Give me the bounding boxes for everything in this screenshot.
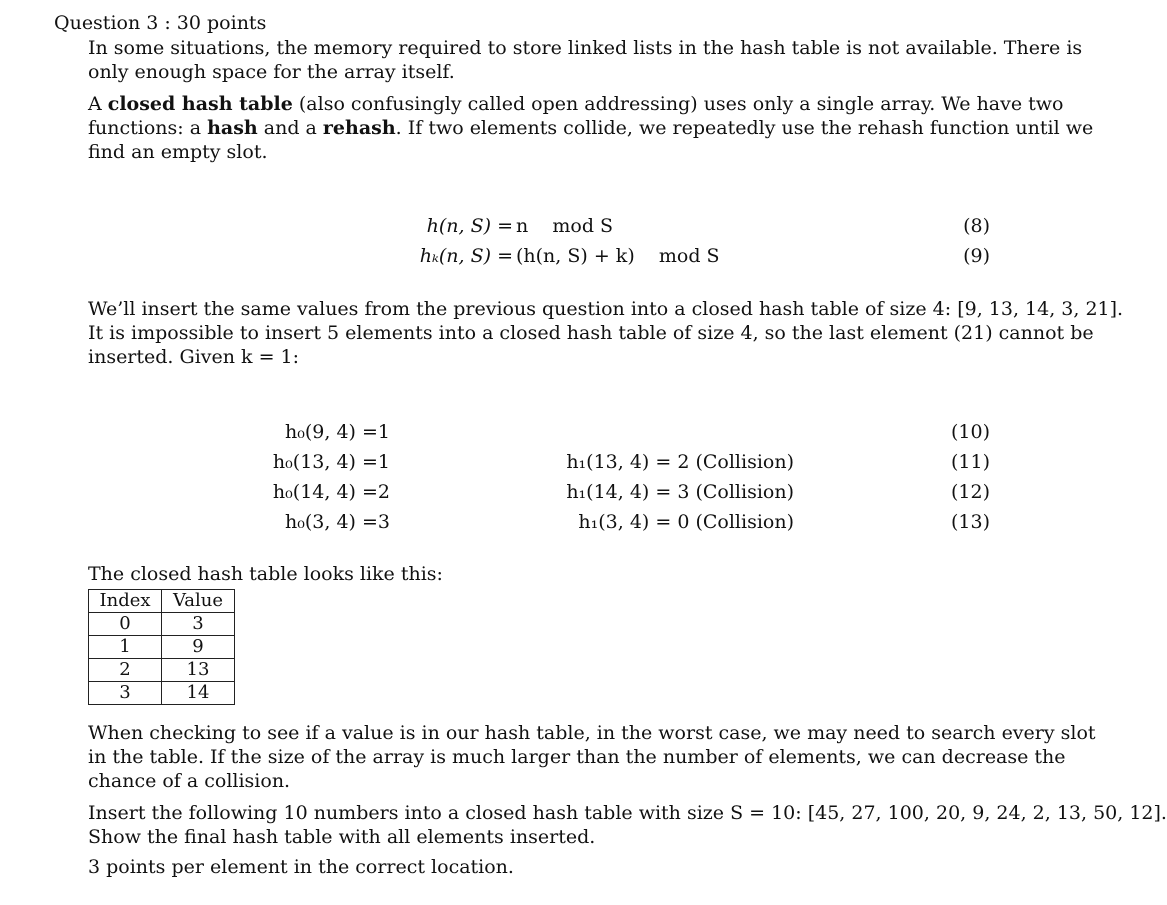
cell-value: 3 (162, 613, 235, 636)
table-caption: The closed hash table looks like this: (88, 563, 443, 585)
hash-eq-10-number: (10) (950, 421, 990, 443)
hash-eq-13-right: h₁(3, 4) = 0 (Collision) (578, 511, 794, 533)
hash-eq-13-left: h₀(3, 4) =3 (285, 511, 390, 533)
hash-eq-12-right: h₁(14, 4) = 3 (Collision) (566, 481, 794, 503)
worst-case-paragraph (88, 721, 1096, 793)
hash-eq-12-number: (12) (950, 481, 990, 503)
text-run: and a (257, 117, 323, 139)
task-paragraph (88, 801, 1167, 849)
table-row (89, 613, 235, 636)
closed-hash-line-2 (88, 116, 1094, 140)
table-header-row (89, 590, 235, 613)
hash-eq-11-right: h₁(13, 4) = 2 (Collision) (566, 451, 794, 473)
cell-value: 13 (162, 659, 235, 682)
intro-paragraph (88, 36, 1083, 84)
insert-line-1: We’ll insert the same values from the previous question into a closed hash table of size 4: [9, 13, 14, 3, 21]. (88, 298, 1124, 320)
insert-line-3: inserted. Given k = 1: (88, 346, 300, 368)
points-note: 3 points per element in the correct location. (88, 856, 514, 878)
cell-index: 1 (89, 636, 162, 659)
cell-index: 0 (89, 613, 162, 636)
hash-eq-12-left: h₀(14, 4) =2 (272, 481, 390, 503)
cell-value: 14 (162, 682, 235, 705)
table-row (89, 636, 235, 659)
intro-line-1: In some situations, the memory required to store linked lists in the hash table is not available. There is (88, 37, 1083, 59)
insert-paragraph (88, 297, 1124, 369)
closed-hash-paragraph (88, 92, 1094, 164)
eq8-left: h(n, S) = (426, 215, 513, 237)
eq9-number: (9) (963, 245, 990, 267)
worst-case-line-2: in the table. If the size of the array is much larger than the number of elements, we can decrease the (88, 746, 1066, 768)
worst-case-line-1: When checking to see if a value is in our hash table, in the worst case, we may need to search every slot (88, 722, 1096, 744)
cell-value: 9 (162, 636, 235, 659)
text-run: . If two elements collide, we repeatedly use the rehash function until we (395, 117, 1094, 139)
term-rehash: rehash (322, 117, 396, 139)
term-hash: hash (207, 117, 258, 139)
table-row (89, 659, 235, 682)
term-closed-hash-table: closed hash table (107, 93, 293, 115)
task-line-1: Insert the following 10 numbers into a closed hash table with size S = 10: [45, 27, 100, 20, 9, 24, 2, 13, 50, 12]. (88, 802, 1167, 824)
hash-eq-11-number: (11) (950, 451, 990, 473)
closed-hash-line-3: find an empty slot. (88, 141, 268, 163)
text-run: functions: a (88, 117, 208, 139)
header-index: Index (89, 590, 162, 613)
question-title: Question 3 : 30 points (54, 12, 267, 34)
header-value: Value (162, 590, 235, 613)
insert-line-2: It is impossible to insert 5 elements into a closed hash table of size 4, so the last element (21) cannot be (88, 322, 1094, 344)
text-run: (also confusingly called open addressing) uses only a single array. We have two (292, 93, 1064, 115)
eq8-number: (8) (963, 215, 990, 237)
hash-eq-13-number: (13) (950, 511, 990, 533)
eq9-right: (h(n, S) + k) mod S (516, 245, 720, 267)
task-line-2: Show the final hash table with all elements inserted. (88, 826, 596, 848)
closed-hash-line-1 (88, 92, 1064, 116)
closed-hash-table (88, 589, 235, 705)
intro-line-2: only enough space for the array itself. (88, 61, 455, 83)
cell-index: 2 (89, 659, 162, 682)
worst-case-line-3: chance of a collision. (88, 770, 291, 792)
hash-eq-11-left: h₀(13, 4) =1 (272, 451, 390, 473)
text-run: A (88, 93, 108, 115)
table-row (89, 682, 235, 705)
cell-index: 3 (89, 682, 162, 705)
hash-eq-10-left: h₀(9, 4) =1 (285, 421, 390, 443)
eq8-right: n mod S (516, 215, 614, 237)
eq9-left: hₖ(n, S) = (419, 245, 513, 267)
